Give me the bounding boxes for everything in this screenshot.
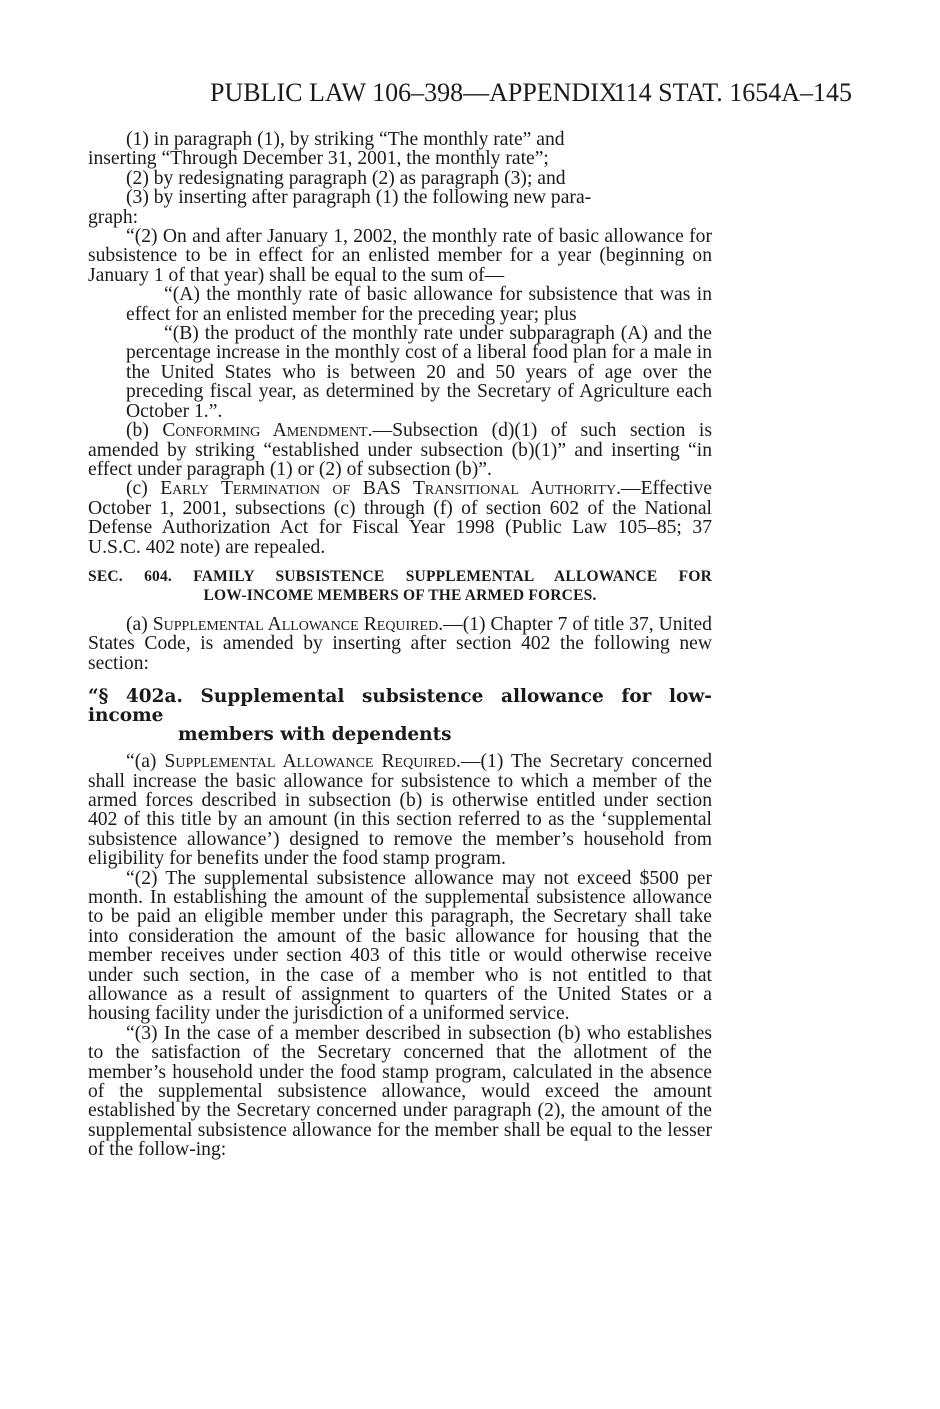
subsection-c-termination: (c) Early Termination of BAS Transitional Authority.—Effective October 1, 2001, subsections (c) through (f) of section 602 of the National Defense Authorization Act for Fiscal Year 1998 (Public Law 105–85; 37 U.S.C. 402 note) are repealed. [88,478,713,558]
section-402a-paragraph-2: “(2) The supplemental subsistence allowance may not exceed $500 per month. In establishing the amount of the supplemental subsistence allowance to be paid an eligible member under this paragraph, the Secretary shall take into consideration the amount of the basic allowance for housing that the member receives under section 403 of this title or would otherwise receive under such section, in the case of a member who is not entitled to that allowance as a result of assignment to quarters of the United States or a housing facility under the jurisdiction of a uniformed service. [88,867,712,1025]
header-law-title: PUBLIC LAW 106–398—APPENDIX [210,78,618,107]
header-stat-citation: 114 STAT. 1654A–145 [613,78,852,107]
subparagraph-b: “(B) the product of the monthly rate under subparagraph (A) and the percentage increase in the monthly cost of a liberal food plan for a male in the United States who is between 20 and 50 years of age over the preceding fiscal year, as determined by the Secretary of Agriculture each October 1.”. [126,323,712,422]
section-604-subsection-a: (a) Supplemental Allowance Required.—(1) Chapter 7 of title 37, United States Code, is amended by inserting after section 402 the following new section: [88,613,712,674]
page-body [88,130,712,1160]
subparagraph-a: “(A) the monthly rate of basic allowance for subsistence that was in effect for an enlisted member for the preceding year; plus [126,284,712,325]
new-paragraph-2: “(2) On and after January 1, 2002, the monthly rate of basic allowance for subsistence to be in effect for an enlisted member for a year (beginning on January 1 of that year) shall be equal to the sum of— [88,226,712,286]
subsection-b-conforming: (b) Conforming Amendment.—Subsection (d)(1) of such section is amended by striking “established under subsection (b)(1)” and inserting “in effect under paragraph (1) or (2) of subsection (b)”. [88,420,712,480]
amendment-item-1: (1) in paragraph (1), by striking “The monthly rate” and inserting “Through December 31, 2001, the monthly rate”; [88,129,565,170]
section-402a-paragraph-3: “(3) In the case of a member described in subsection (b) who establishes to the satisfaction of the Secretary concerned that the allotment of the member’s household under the food stamp program, calculated in the absence of the supplemental subsistence allowance, would exceed the amount established by the Secretary concerned under paragraph (2), the amount of the supplemental subsistence allowance for the member shall be equal to the lesser of the follow-ing: [88,1022,712,1161]
section-402a-heading: “§ 402a. Supplemental subsistence allowance for low-income members with dependents [88,686,712,746]
section-402a-subsection-a: “(a) Supplemental Allowance Required.—(1) The Secretary concerned shall increase the basic allowance for subsistence to which a member of the armed forces described in subsection (b) is otherwise entitled under section 402 of this title by an amount (in this section referred to as the ‘supplemental subsistence allowance’) designed to remove the member’s household from eligibility for benefits under the food stamp program. [88,751,713,870]
amendment-item-2: (2) by redesignating paragraph (2) as paragraph (3); and [126,167,566,189]
amendment-item-3: (3) by inserting after paragraph (1) the following new para- graph: [88,187,592,228]
section-604-heading: SEC. 604. FAMILY SUBSISTENCE SUPPLEMENTAL ALLOWANCE FOR LOW-INCOME MEMBERS OF THE ARMED FORCES. [88,567,712,604]
